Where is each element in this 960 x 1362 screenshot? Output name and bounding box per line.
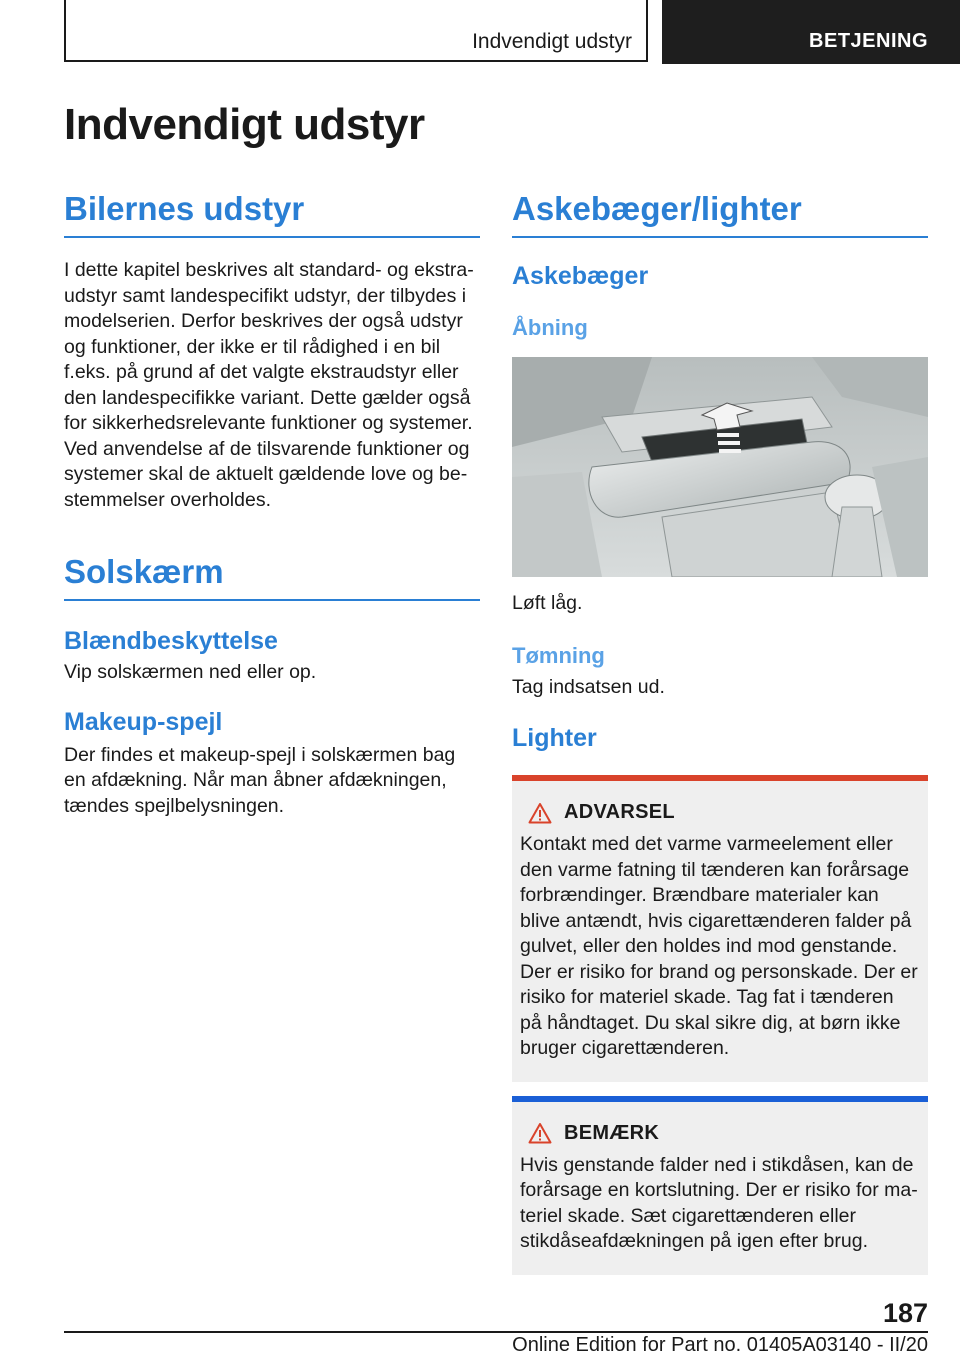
chapter-tab bbox=[64, 0, 648, 62]
section-label: BETJENING bbox=[809, 30, 928, 52]
left-column bbox=[64, 190, 480, 819]
page-header bbox=[0, 0, 960, 66]
bilernes-udstyr-text: I dette kapitel beskrives alt standard- og ekstraudstyr samt landespecifikt udstyr, der tilbydes i modelserien. Derfor beskrives der også udstyr og funktioner, der ikke er til rådighed i en bil f.eks. på grund af det valgte ekstraudstyr eller den landespecifikke variant. Dette gælder også for sikkerhedsrelevante funktioner og systemer. Ved anvendelse af de tilsvarende funktioner og systemer skal de aktuelt gældende love og bestemmelser overholdes. bbox=[64, 259, 474, 511]
heading-askebaeger: Askebæger bbox=[512, 262, 649, 290]
makeup-spejl-text: Der findes et makeup-spejl i solskærmen bag en afdækning. Når man åbner afdækningen, tændes spejlbelysningen. bbox=[64, 743, 456, 817]
heading-askebaeger-lighter: Askebæger/lighter bbox=[512, 190, 928, 238]
page-number: 187 bbox=[882, 1298, 928, 1328]
edition-text: Online Edition for Part no. 01405A03140 - II/20 bbox=[512, 1334, 928, 1356]
chapter-title: Indvendigt udstyr bbox=[472, 30, 632, 53]
aabning-caption: Løft låg. bbox=[512, 592, 583, 614]
heading-blaendbeskyttelse: Blændbeskyttelse bbox=[64, 627, 278, 655]
ashtray-photo-icon bbox=[512, 357, 928, 577]
note-text: Hvis genstande falder ned i stikdåsen, kan de forårsage en kortslutning. Der er risiko for materiel skade. Sæt cigarettænderen eller stikdåseafdækningen på igen efter brug. bbox=[520, 1153, 918, 1252]
heading-aabning: Åbning bbox=[512, 315, 588, 340]
page-title: Indvendigt udstyr bbox=[64, 100, 425, 149]
section-tab bbox=[662, 0, 960, 64]
heading-lighter: Lighter bbox=[512, 724, 597, 752]
footer-rule bbox=[64, 1331, 928, 1333]
note-label: BEMÆRK bbox=[564, 1121, 660, 1144]
warning-triangle-icon bbox=[528, 802, 552, 824]
heading-makeup-spejl: Makeup-spejl bbox=[64, 707, 223, 736]
warning-box bbox=[512, 775, 928, 1082]
heading-tomning: Tømning bbox=[512, 642, 605, 668]
tomning-text: Tag indsatsen ud. bbox=[512, 675, 665, 698]
right-column bbox=[512, 190, 928, 1275]
warning-text: Kontakt med det varme varmeelement eller den varme fatning til tænderen kan forårsage forbrændinger. Brændbare materialer kan blive antændt, hvis cigarettænderen falder på gulvet, eller den holdes ind mod genstande. Der er risiko for brand og personskade. Der er risiko for materiel skade. Tag fat i tænderen på håndtaget. Du skal sikre dig, at børn ikke bruger cigarettænderen. bbox=[520, 833, 918, 1059]
ashtray-illustration bbox=[512, 357, 928, 577]
note-box bbox=[512, 1096, 928, 1275]
heading-bilernes-udstyr: Bilernes udstyr bbox=[64, 190, 480, 238]
heading-solskaerm: Solskærm bbox=[64, 553, 480, 601]
caution-triangle-icon bbox=[528, 1122, 552, 1144]
blaendbeskyttelse-text: Vip solskærmen ned eller op. bbox=[64, 661, 317, 683]
warning-label: ADVARSEL bbox=[564, 801, 675, 823]
